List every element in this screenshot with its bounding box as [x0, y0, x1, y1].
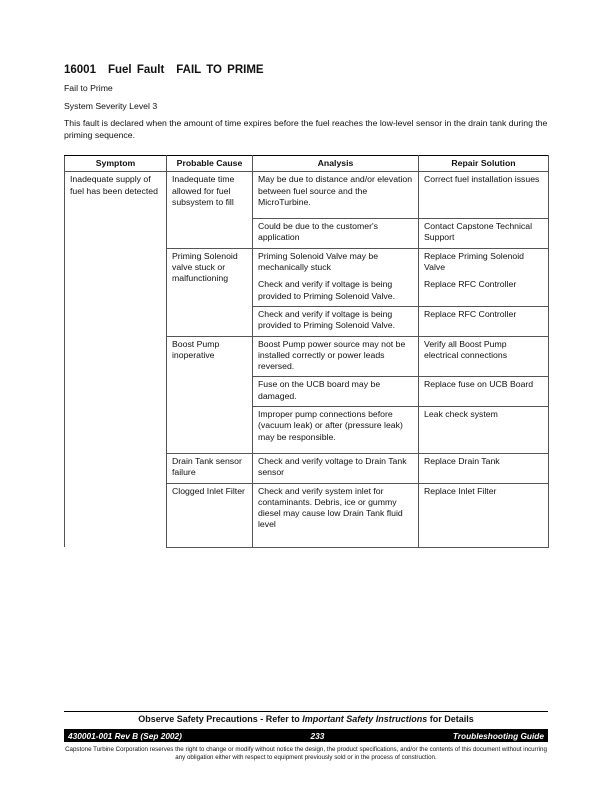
- repair-cell: Verify all Boost Pump electrical connections: [419, 336, 549, 377]
- page-content: [64, 64, 548, 548]
- analysis-cell: May be due to distance and/or elevation between fuel source and the MicroTurbine.: [253, 172, 419, 219]
- cause-cell: Boost Pump inoperative: [167, 336, 253, 453]
- cause-cell: Drain Tank sensor failure: [167, 453, 253, 483]
- page-number: 233: [310, 730, 325, 741]
- repair-cell: Replace Inlet Filter: [419, 483, 549, 535]
- fault-subtitle: Fail to Prime: [64, 83, 113, 93]
- analysis-cell: Priming Solenoid Valve may be mechanically stuck: [253, 248, 419, 277]
- cause-cell: Clogged Inlet Filter: [167, 483, 253, 535]
- analysis-cell: Check and verify if voltage is being provided to Priming Solenoid Valve.: [253, 306, 419, 336]
- document-id: 430001-001 Rev B (Sep 2002): [68, 730, 182, 741]
- repair-cell: Replace fuse on UCB Board: [419, 377, 549, 407]
- repair-cell: Replace Priming Solenoid Valve: [419, 248, 549, 277]
- safety-suffix: for Details: [427, 714, 474, 724]
- repair-cell: Replace Drain Tank: [419, 453, 549, 483]
- cause-cell: Priming Solenoid valve stuck or malfunctioning: [167, 248, 253, 336]
- table-row: [65, 172, 549, 219]
- spacer-cell: [253, 535, 419, 548]
- spacer-cell: [419, 535, 549, 548]
- header-probable-cause: Probable Cause: [167, 156, 253, 172]
- analysis-cell: Improper pump connections before (vacuum leak) or after (pressure leak) may be responsible.: [253, 407, 419, 454]
- repair-cell: Correct fuel installation issues: [419, 172, 549, 219]
- safety-prefix: Observe Safety Precautions - Refer to: [138, 714, 303, 724]
- analysis-cell: Check and verify if voltage is being provided to Priming Solenoid Valve.: [253, 277, 419, 306]
- repair-cell: Replace RFC Controller: [419, 306, 549, 336]
- safety-link-text: Important Safety Instructions: [302, 714, 428, 724]
- legal-notice: Capstone Turbine Corporation reserves the right to change or modify without notice the design, the product specifications, and/or the contents of this document without incurring any obligation either with respect to equipment previously sold or in the process of construction.: [65, 746, 547, 761]
- repair-cell: Replace RFC Controller: [419, 277, 549, 306]
- fault-heading: [64, 64, 548, 76]
- repair-cell: Contact Capstone Technical Support: [419, 219, 549, 249]
- fault-code: 16001: [64, 64, 96, 76]
- table-header-row: [65, 156, 549, 172]
- analysis-cell: Could be due to the customer's application: [253, 219, 419, 249]
- analysis-cell: Check and verify voltage to Drain Tank sensor: [253, 453, 419, 483]
- analysis-cell: Boost Pump power source may not be installed correctly or power leads reversed.: [253, 336, 419, 377]
- troubleshooting-table: [64, 155, 549, 548]
- fault-name: Fuel Fault: [107, 64, 165, 76]
- safety-notice: [64, 714, 548, 724]
- analysis-cell: Fuse on the UCB board may be damaged.: [253, 377, 419, 407]
- repair-cell: Leak check system: [419, 407, 549, 454]
- guide-title: Troubleshooting Guide: [452, 730, 544, 741]
- footer-bar: [64, 729, 548, 742]
- cause-cell: Inadequate time allowed for fuel subsystem to fill: [167, 172, 253, 248]
- analysis-cell: Check and verify system inlet for contaminants. Debris, ice or gummy diesel may cause low Drain Tank fluid level: [253, 483, 419, 535]
- symptom-cell: Inadequate supply of fuel has been detected: [65, 172, 167, 547]
- header-symptom: Symptom: [65, 156, 167, 172]
- header-analysis: Analysis: [253, 156, 419, 172]
- footer-divider: [64, 711, 548, 712]
- header-repair-solution: Repair Solution: [419, 156, 549, 172]
- spacer-cell: [167, 535, 253, 548]
- fault-condition: FAIL TO PRIME: [176, 64, 264, 76]
- fault-description: This fault is declared when the amount of time expires before the fuel reaches the low-level sensor in the drain tank during the priming sequence.: [64, 118, 548, 140]
- severity-level: System Severity Level 3: [64, 100, 158, 111]
